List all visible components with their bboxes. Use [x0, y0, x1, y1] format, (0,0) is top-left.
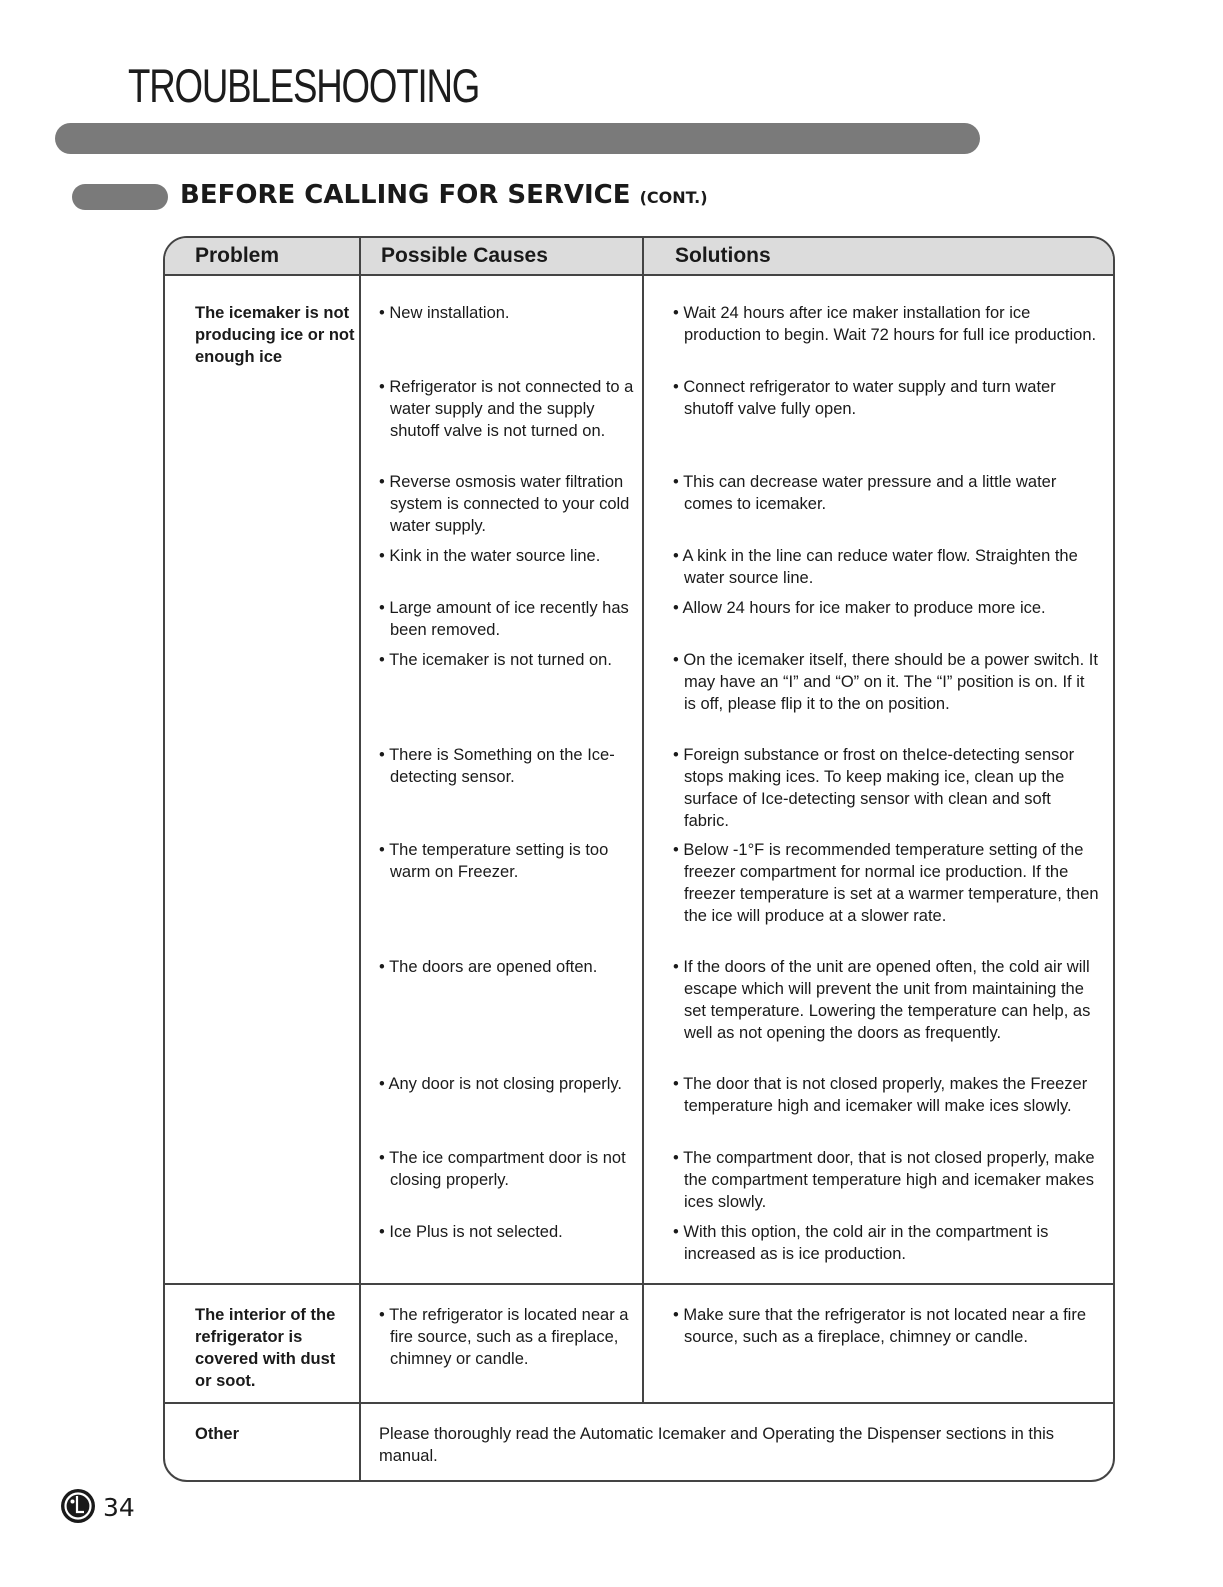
- section-heading: [180, 180, 708, 210]
- cause-item: • The temperature setting is too warm on Freezer.: [379, 839, 640, 883]
- lg-logo-icon: [60, 1488, 96, 1524]
- solution-item: • On the icemaker itself, there should be a power switch. It may have an “I” and “O” on it. The “I” position is on. If it is off, please flip it to the on position.: [673, 649, 1099, 715]
- table-header: [165, 238, 1113, 276]
- problem-icemaker: The icemaker is not producing ice or not enough ice: [195, 304, 355, 366]
- solution-item: • Foreign substance or frost on theIce-detecting sensor stops making ices. To keep making ice, clean up the surface of Ice-detecting sensor with clean and soft fabric.: [673, 744, 1099, 832]
- header-solutions: Solutions: [675, 244, 771, 267]
- cause-item: • Any door is not closing properly.: [379, 1073, 640, 1095]
- section-heading-suffix: (CONT.): [639, 188, 708, 207]
- section-heading-text: BEFORE CALLING FOR SERVICE: [180, 180, 631, 210]
- page-number: 34: [103, 1493, 135, 1522]
- other-note: Please thoroughly read the Automatic Icemaker and Operating the Dispenser sections in this manual.: [379, 1425, 1055, 1465]
- cause-item: • New installation.: [379, 302, 640, 324]
- cause-item: • The doors are opened often.: [379, 956, 640, 978]
- troubleshooting-table: [163, 236, 1115, 1482]
- problem-dust-soot: The interior of the refrigerator is covered with dust or soot.: [195, 1306, 336, 1390]
- solution-item: • Make sure that the refrigerator is not located near a fire source, such as a fireplace, chimney or candle.: [673, 1304, 1099, 1348]
- cause-item: • The icemaker is not turned on.: [379, 649, 640, 671]
- solution-item: • A kink in the line can reduce water flow. Straighten the water source line.: [673, 545, 1099, 589]
- row-divider: [165, 1283, 1115, 1285]
- cause-item: • The refrigerator is located near a fire source, such as a fireplace, chimney or candle.: [379, 1304, 640, 1370]
- row-divider: [165, 1402, 1115, 1404]
- solution-item: • Allow 24 hours for ice maker to produce more ice.: [673, 597, 1099, 619]
- solution-item: • The door that is not closed properly, makes the Freezer temperature high and icemaker will make ices slowly.: [673, 1073, 1099, 1117]
- section-pill: [72, 184, 168, 210]
- problem-other: Other: [195, 1425, 240, 1443]
- solution-item: • If the doors of the unit are opened often, the cold air will escape which will prevent the unit from maintaining the set temperature. Lowering the temperature can help, as well as not opening the doors as frequently.: [673, 956, 1099, 1044]
- cause-item: • There is Something on the Ice-detecting sensor.: [379, 744, 640, 788]
- solution-item: • With this option, the cold air in the compartment is increased as is ice production.: [673, 1221, 1099, 1265]
- column-divider: [359, 238, 361, 1482]
- solution-item: • Below -1°F is recommended temperature setting of the freezer compartment for normal ice production. If the freezer temperature is set at a warmer temperature, then the ice will produce at a slower rate.: [673, 839, 1099, 927]
- cause-item: • Refrigerator is not connected to a water supply and the supply shutoff valve is not turned on.: [379, 376, 640, 442]
- page-title: TROUBLESHOOTING: [128, 59, 480, 112]
- title-bar: [55, 123, 980, 154]
- solution-item: • This can decrease water pressure and a little water comes to icemaker.: [673, 471, 1099, 515]
- cause-item: • Large amount of ice recently has been removed.: [379, 597, 640, 641]
- header-possible-causes: Possible Causes: [381, 244, 548, 267]
- solution-item: • Wait 24 hours after ice maker installation for ice production to begin. Wait 72 hours for full ice production.: [673, 302, 1099, 346]
- cause-item: • Ice Plus is not selected.: [379, 1221, 640, 1243]
- cause-item: • Reverse osmosis water filtration system is connected to your cold water supply.: [379, 471, 640, 537]
- header-problem: Problem: [195, 244, 280, 267]
- cause-item: • The ice compartment door is not closing properly.: [379, 1147, 640, 1191]
- cause-item: • Kink in the water source line.: [379, 545, 640, 567]
- column-divider: [642, 238, 644, 1404]
- solution-item: • Connect refrigerator to water supply and turn water shutoff valve fully open.: [673, 376, 1099, 420]
- solution-item: • The compartment door, that is not closed properly, make the compartment temperature high and icemaker makes ices slowly.: [673, 1147, 1099, 1213]
